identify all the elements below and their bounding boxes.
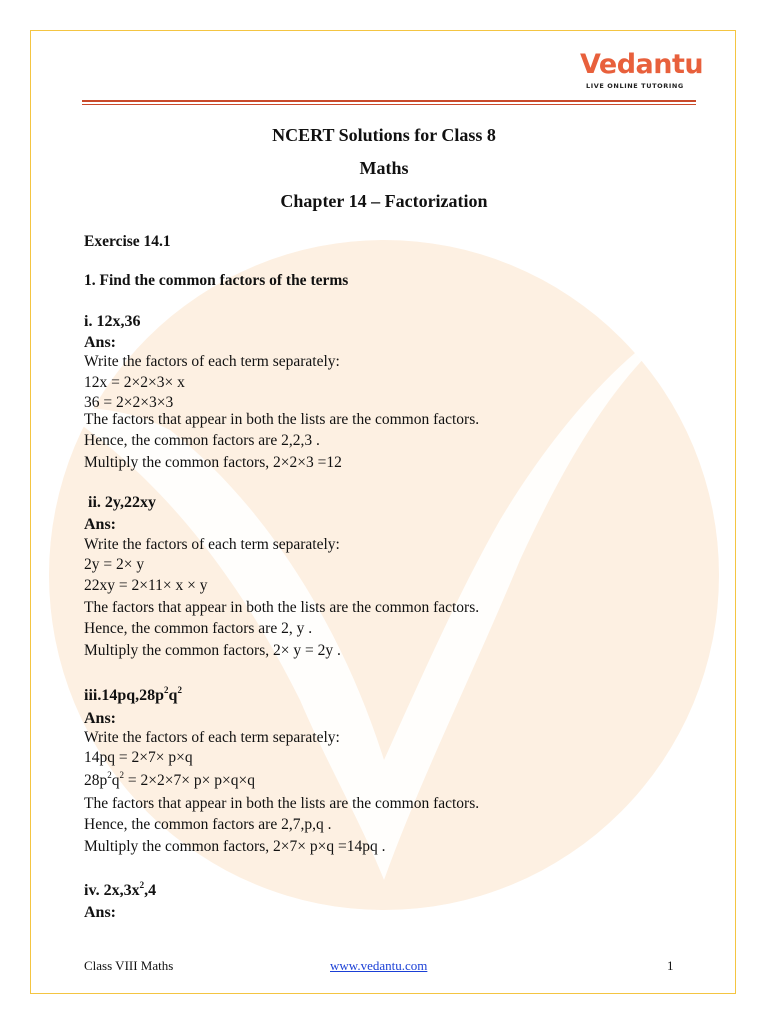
part-iii-multiply: Multiply the common factors, 2×7× p×q =14pq . bbox=[84, 838, 386, 855]
part-iii-label bbox=[84, 686, 182, 707]
part-i-label: i. 12x,36 bbox=[84, 313, 141, 330]
part-iii-common: The factors that appear in both the lists are the common factors. bbox=[84, 795, 480, 812]
part-iii-label-main: iii.14pq,28p bbox=[84, 687, 165, 704]
part-i-common: The factors that appear in both the lists are the common factors. bbox=[84, 411, 480, 428]
doc-chapter: Chapter 14 – Factorization bbox=[280, 191, 488, 211]
part-ii-hence: Hence, the common factors are 2, y . bbox=[84, 620, 313, 637]
part-ii-label: ii. 2y,22xy bbox=[88, 494, 157, 511]
part-i-hence: Hence, the common factors are 2,2,3 . bbox=[84, 432, 320, 449]
part-iii-eq2-sup2: 2 bbox=[119, 770, 124, 780]
part-iv-label bbox=[84, 881, 156, 902]
header-rule-thin bbox=[82, 104, 696, 105]
part-i-multiply: Multiply the common factors, 2×2×3 =12 bbox=[84, 454, 342, 471]
part-iii-label-q: q bbox=[168, 687, 178, 704]
part-ii-eq1: 2y = 2× y bbox=[84, 556, 145, 573]
part-iii-eq2-q: q bbox=[111, 772, 120, 789]
part-ii-multiply: Multiply the common factors, 2× y = 2y . bbox=[84, 642, 341, 659]
part-iv-label-end: ,4 bbox=[144, 882, 157, 899]
footer-class-label: Class VIII Maths bbox=[84, 958, 174, 973]
part-iii-hence: Hence, the common factors are 2,7,p,q . bbox=[84, 816, 332, 833]
vedantu-logo bbox=[578, 49, 704, 94]
part-ii-eq2: 22xy = 2×11× x × y bbox=[84, 577, 208, 594]
part-i-eq1: 12x = 2×2×3× x bbox=[84, 374, 185, 391]
logo-tagline: LIVE ONLINE TUTORING bbox=[586, 82, 684, 90]
part-iii-eq1: 14pq = 2×7× p×q bbox=[84, 749, 193, 766]
part-iv-label-main: iv. 2x,3x bbox=[84, 882, 140, 899]
doc-title: NCERT Solutions for Class 8 bbox=[272, 125, 496, 145]
part-i-intro: Write the factors of each term separately: bbox=[84, 353, 340, 370]
part-ii-ans: Ans: bbox=[84, 516, 117, 533]
part-iii-label-sup1: 2 bbox=[164, 685, 169, 695]
part-ii-intro: Write the factors of each term separately: bbox=[84, 536, 340, 553]
part-iii-eq2 bbox=[84, 771, 255, 792]
part-iv-label-sup: 2 bbox=[139, 880, 145, 890]
footer-page-number: 1 bbox=[667, 958, 674, 973]
part-iii-eq2-sup1: 2 bbox=[107, 770, 112, 780]
question-heading: 1. Find the common factors of the terms bbox=[84, 272, 349, 289]
footer-website-link[interactable]: www.vedantu.com bbox=[330, 958, 428, 973]
part-iii-eq2-rest: = 2×2×7× p× p×q×q bbox=[124, 772, 255, 789]
part-iii-intro: Write the factors of each term separately: bbox=[84, 729, 340, 746]
part-i-ans: Ans: bbox=[84, 334, 117, 351]
exercise-heading: Exercise 14.1 bbox=[84, 233, 171, 250]
part-iii-eq2-main: 28p bbox=[84, 772, 108, 789]
logo-wordmark: Vedantu bbox=[580, 49, 704, 80]
doc-subject: Maths bbox=[359, 158, 409, 178]
part-iii-ans: Ans: bbox=[84, 710, 117, 727]
part-iii-label-sup2: 2 bbox=[177, 685, 182, 695]
part-i-eq2: 36 = 2×2×3×3 bbox=[84, 394, 174, 411]
header-rule bbox=[82, 100, 696, 102]
part-ii-common: The factors that appear in both the lists are the common factors. bbox=[84, 599, 480, 616]
part-iv-ans: Ans: bbox=[84, 904, 117, 921]
